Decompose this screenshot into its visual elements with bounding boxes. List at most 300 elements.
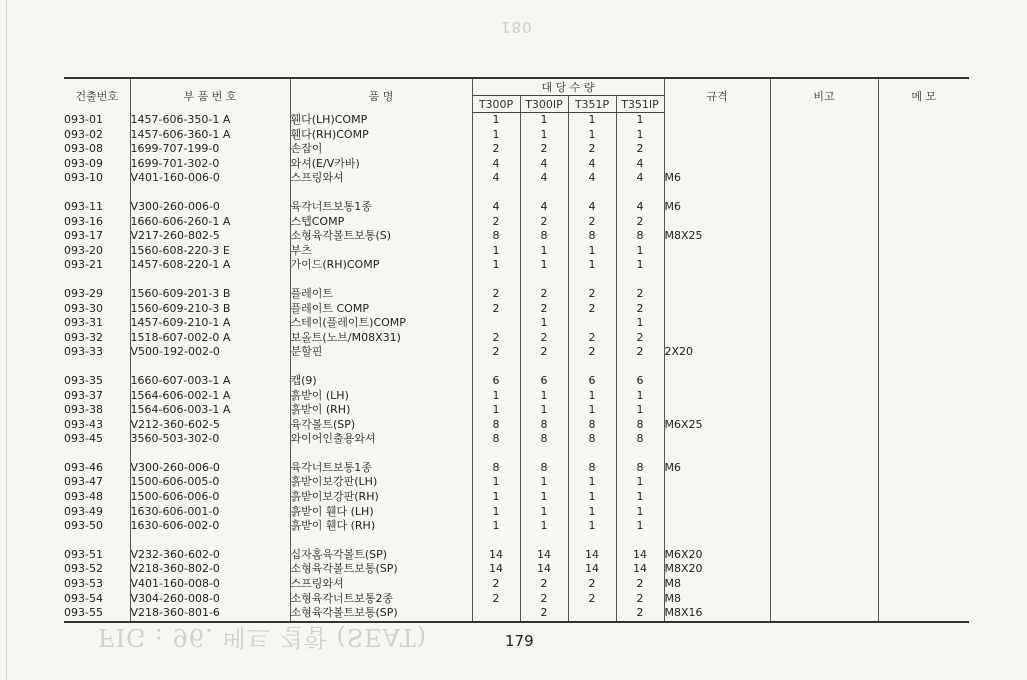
memo-cell [878,548,969,563]
qty-cell: 2 [616,331,664,346]
part-name-cell: 흙받이보강판(RH) [290,490,472,505]
part-name-cell: 소형육각볼트보통(S) [290,229,472,244]
part-number-ref-cell: 093-37 [64,389,130,404]
part-name-cell: 스테이(플레이트)COMP [290,316,472,331]
group-spacer-row [64,534,969,548]
qty-cell: 1 [568,475,616,490]
part-number-ref-cell: 093-38 [64,403,130,418]
remark-cell [770,548,878,563]
qty-cell: 14 [472,562,520,577]
memo-cell [878,519,969,534]
spec-cell [664,258,770,273]
qty-cell: 2 [472,287,520,302]
header-name: 품 명 [290,78,472,113]
table-row [64,244,969,259]
part-code-cell: 1518-607-002-0 A [130,331,290,346]
part-code-cell: V217-260-802-5 [130,229,290,244]
memo-cell [878,229,969,244]
remark-cell [770,345,878,360]
memo-cell [878,592,969,607]
table-row [64,215,969,230]
qty-cell: 1 [616,244,664,259]
qty-cell: 2 [568,345,616,360]
spec-cell: M8X25 [664,229,770,244]
part-name-cell: 흙받이 (RH) [290,403,472,418]
spacer-cell [878,360,969,374]
remark-cell [770,157,878,172]
remark-cell [770,244,878,259]
bleed-through-text-top: 081 [500,18,532,36]
part-name-cell: 흙받이 휀다 (RH) [290,519,472,534]
part-number-ref-cell: 093-45 [64,432,130,447]
remark-cell [770,142,878,157]
qty-cell: 2 [472,345,520,360]
spec-cell [664,302,770,317]
spacer-cell [770,447,878,461]
qty-cell: 1 [520,389,568,404]
header-part-no: 부 품 번 호 [130,78,290,113]
qty-cell: 8 [520,461,568,476]
part-code-cell: V232-360-602-0 [130,548,290,563]
part-code-cell: V218-360-801-6 [130,606,290,622]
spec-cell [664,244,770,259]
part-name-cell: 흙받이보강판(LH) [290,475,472,490]
memo-cell [878,461,969,476]
part-number-ref-cell: 093-54 [64,592,130,607]
qty-cell: 1 [472,244,520,259]
memo-cell [878,418,969,433]
remark-cell [770,403,878,418]
qty-cell: 1 [472,403,520,418]
remark-cell [770,374,878,389]
table-row [64,432,969,447]
remark-cell [770,302,878,317]
memo-cell [878,606,969,622]
group-spacer-row [64,360,969,374]
qty-cell: 1 [568,490,616,505]
qty-cell: 1 [616,128,664,143]
qty-cell: 1 [616,389,664,404]
header-model: T351P [568,96,616,113]
qty-cell: 1 [472,505,520,520]
remark-cell [770,432,878,447]
spec-cell: M6X25 [664,418,770,433]
qty-cell: 1 [568,505,616,520]
memo-cell [878,200,969,215]
spacer-cell [616,360,664,374]
part-code-cell: 1564-606-003-1 A [130,403,290,418]
spec-cell [664,128,770,143]
memo-cell [878,157,969,172]
qty-cell: 2 [472,331,520,346]
spec-cell [664,113,770,128]
remark-cell [770,215,878,230]
spacer-cell [616,186,664,200]
group-spacer-row [64,447,969,461]
qty-cell: 2 [472,577,520,592]
part-code-cell: V212-360-602-5 [130,418,290,433]
qty-cell: 14 [520,562,568,577]
qty-cell: 1 [520,113,568,128]
qty-cell: 1 [472,490,520,505]
page-edge-line [6,0,7,680]
part-number-ref-cell: 093-35 [64,374,130,389]
spec-cell [664,157,770,172]
spacer-cell [568,534,616,548]
spacer-cell [770,534,878,548]
qty-cell: 1 [520,475,568,490]
memo-cell [878,490,969,505]
group-spacer-row [64,186,969,200]
qty-cell: 1 [520,244,568,259]
remark-cell [770,113,878,128]
qty-cell: 6 [568,374,616,389]
memo-cell [878,316,969,331]
spec-cell [664,519,770,534]
part-name-cell: 손잡이 [290,142,472,157]
table-row [64,157,969,172]
part-code-cell: V500-192-002-0 [130,345,290,360]
part-code-cell: 1660-607-003-1 A [130,374,290,389]
part-number-ref-cell: 093-16 [64,215,130,230]
qty-cell: 8 [472,461,520,476]
remark-cell [770,258,878,273]
qty-cell: 4 [616,171,664,186]
memo-cell [878,475,969,490]
header-model: T351IP [616,96,664,113]
qty-cell: 2 [616,345,664,360]
memo-cell [878,345,969,360]
table-row [64,302,969,317]
remark-cell [770,171,878,186]
remark-cell [770,606,878,622]
qty-cell: 1 [520,505,568,520]
memo-cell [878,432,969,447]
qty-cell: 8 [520,418,568,433]
table-row [64,548,969,563]
remark-cell [770,128,878,143]
remark-cell [770,577,878,592]
table-row [64,389,969,404]
spacer-cell [290,447,472,461]
table-row [64,316,969,331]
qty-cell [568,606,616,622]
part-number-ref-cell: 093-51 [64,548,130,563]
spacer-cell [290,534,472,548]
spacer-cell [568,273,616,287]
qty-cell: 1 [568,403,616,418]
part-code-cell: 1457-606-350-1 A [130,113,290,128]
spacer-cell [520,534,568,548]
spacer-cell [770,186,878,200]
page-number: 179 [505,632,534,650]
qty-cell: 14 [616,562,664,577]
part-name-cell: 흙받이 휀다 (LH) [290,505,472,520]
spacer-cell [64,360,130,374]
qty-cell: 1 [616,403,664,418]
spacer-cell [130,360,290,374]
qty-cell: 1 [472,113,520,128]
qty-cell: 1 [520,258,568,273]
memo-cell [878,287,969,302]
header-model: T300IP [520,96,568,113]
qty-cell: 2 [568,287,616,302]
part-code-cell: V300-260-006-0 [130,200,290,215]
table-row [64,374,969,389]
qty-cell [568,316,616,331]
qty-cell: 8 [520,229,568,244]
part-number-ref-cell: 093-53 [64,577,130,592]
qty-cell: 14 [568,548,616,563]
spec-cell [664,475,770,490]
memo-cell [878,331,969,346]
qty-cell: 4 [568,200,616,215]
part-name-cell: 육각너트보통1종 [290,461,472,476]
qty-cell: 6 [520,374,568,389]
qty-cell: 2 [472,302,520,317]
qty-cell: 1 [568,244,616,259]
qty-cell: 2 [472,592,520,607]
part-code-cell: V218-360-802-0 [130,562,290,577]
header-model: T300P [472,96,520,113]
spacer-cell [472,447,520,461]
spacer-cell [64,273,130,287]
part-number-ref-cell: 093-30 [64,302,130,317]
table-row [64,577,969,592]
table-row [64,592,969,607]
part-code-cell: 1500-606-006-0 [130,490,290,505]
parts-table-body [64,113,969,622]
part-number-ref-cell: 093-52 [64,562,130,577]
part-code-cell: 1699-701-302-0 [130,157,290,172]
memo-cell [878,374,969,389]
qty-cell: 2 [616,606,664,622]
qty-cell: 2 [472,142,520,157]
table-row [64,475,969,490]
memo-cell [878,302,969,317]
part-number-ref-cell: 093-43 [64,418,130,433]
spec-cell: 2X20 [664,345,770,360]
qty-cell: 4 [568,157,616,172]
spec-cell [664,287,770,302]
header-no: 건출번호 [64,78,130,113]
spacer-cell [290,360,472,374]
qty-cell: 2 [568,331,616,346]
spec-cell [664,316,770,331]
qty-cell: 8 [520,432,568,447]
qty-cell: 8 [472,432,520,447]
qty-cell [472,316,520,331]
header-spec: 규격 [664,78,770,113]
spec-cell [664,403,770,418]
qty-cell: 1 [472,389,520,404]
part-code-cell: 1630-606-001-0 [130,505,290,520]
spec-cell: M8 [664,577,770,592]
qty-cell: 1 [520,519,568,534]
part-code-cell: 1457-609-210-1 A [130,316,290,331]
qty-cell: 1 [472,475,520,490]
memo-cell [878,244,969,259]
qty-cell: 1 [520,490,568,505]
part-name-cell: 캡(9) [290,374,472,389]
memo-cell [878,171,969,186]
qty-cell: 4 [520,157,568,172]
qty-cell: 1 [616,505,664,520]
part-name-cell: 가이드(RH)COMP [290,258,472,273]
part-code-cell: V401-160-006-0 [130,171,290,186]
part-number-ref-cell: 093-46 [64,461,130,476]
spacer-cell [616,447,664,461]
qty-cell: 1 [520,128,568,143]
qty-cell: 1 [616,113,664,128]
part-code-cell: 1560-608-220-3 E [130,244,290,259]
qty-cell: 14 [520,548,568,563]
spacer-cell [664,360,770,374]
qty-cell: 1 [616,475,664,490]
spacer-cell [878,273,969,287]
part-number-ref-cell: 093-10 [64,171,130,186]
table-row [64,142,969,157]
part-name-cell: 휀다(LH)COMP [290,113,472,128]
qty-cell: 2 [616,215,664,230]
part-number-ref-cell: 093-08 [64,142,130,157]
part-number-ref-cell: 093-55 [64,606,130,622]
qty-cell: 1 [616,258,664,273]
qty-cell: 1 [472,128,520,143]
table-row [64,229,969,244]
spec-cell [664,374,770,389]
spacer-cell [616,534,664,548]
qty-cell: 2 [520,142,568,157]
part-number-ref-cell: 093-31 [64,316,130,331]
table-row [64,490,969,505]
qty-cell: 2 [616,302,664,317]
part-code-cell: V300-260-006-0 [130,461,290,476]
qty-cell: 2 [568,577,616,592]
part-code-cell: 1500-606-005-0 [130,475,290,490]
bleed-through-text-bottom: FIG : 96. 베트 결합 (SEAT) [98,623,428,651]
part-number-ref-cell: 093-49 [64,505,130,520]
part-code-cell: V304-260-008-0 [130,592,290,607]
remark-cell [770,475,878,490]
memo-cell [878,403,969,418]
header-remark: 비고 [770,78,878,113]
remark-cell [770,200,878,215]
remark-cell [770,287,878,302]
qty-cell [472,606,520,622]
spacer-cell [290,273,472,287]
spec-cell: M8X16 [664,606,770,622]
qty-cell: 8 [616,418,664,433]
table-row [64,200,969,215]
spacer-cell [290,186,472,200]
part-name-cell: 스텝COMP [290,215,472,230]
spec-cell [664,215,770,230]
table-row [64,113,969,128]
spacer-cell [878,186,969,200]
qty-cell: 4 [520,200,568,215]
spacer-cell [130,273,290,287]
spec-cell [664,505,770,520]
table-row [64,287,969,302]
qty-cell: 4 [616,157,664,172]
qty-cell: 8 [616,432,664,447]
memo-cell [878,577,969,592]
spacer-cell [130,186,290,200]
spec-cell: M6 [664,171,770,186]
spacer-cell [664,273,770,287]
part-code-cell: 1457-608-220-1 A [130,258,290,273]
spacer-cell [568,447,616,461]
spacer-cell [878,447,969,461]
qty-cell: 8 [616,461,664,476]
header-memo: 메 모 [878,78,969,113]
qty-cell: 4 [472,200,520,215]
spacer-cell [616,273,664,287]
memo-cell [878,258,969,273]
qty-cell: 8 [568,418,616,433]
qty-cell: 2 [616,142,664,157]
part-number-ref-cell: 093-02 [64,128,130,143]
part-name-cell: 부츠 [290,244,472,259]
qty-cell: 2 [472,215,520,230]
qty-cell: 1 [616,490,664,505]
qty-cell: 2 [520,331,568,346]
qty-cell: 1 [568,258,616,273]
qty-cell: 2 [568,215,616,230]
part-code-cell: 1560-609-201-3 B [130,287,290,302]
spec-cell [664,432,770,447]
parts-list-sheet [64,77,969,623]
part-name-cell: 육각너트보통1종 [290,200,472,215]
remark-cell [770,461,878,476]
table-row [64,606,969,622]
qty-cell: 1 [568,128,616,143]
spec-cell [664,331,770,346]
remark-cell [770,418,878,433]
part-number-ref-cell: 093-47 [64,475,130,490]
qty-cell: 2 [568,592,616,607]
part-number-ref-cell: 093-17 [64,229,130,244]
remark-cell [770,389,878,404]
table-row [64,519,969,534]
table-row [64,461,969,476]
group-spacer-row [64,273,969,287]
spacer-cell [770,360,878,374]
spec-cell [664,142,770,157]
table-row [64,505,969,520]
qty-cell: 2 [520,302,568,317]
part-name-cell: 소형육각볼트보통(SP) [290,562,472,577]
spacer-cell [64,186,130,200]
part-name-cell: 보올트(노브/M08X31) [290,331,472,346]
remark-cell [770,592,878,607]
part-code-cell: 1457-606-360-1 A [130,128,290,143]
qty-cell: 1 [568,113,616,128]
spacer-cell [770,273,878,287]
qty-cell: 2 [520,215,568,230]
spacer-cell [130,534,290,548]
memo-cell [878,215,969,230]
part-number-ref-cell: 093-21 [64,258,130,273]
table-row [64,171,969,186]
part-name-cell: 스프링와셔 [290,171,472,186]
spacer-cell [472,360,520,374]
qty-cell: 2 [520,345,568,360]
qty-cell: 2 [520,592,568,607]
spec-cell: M6X20 [664,548,770,563]
qty-cell: 1 [616,519,664,534]
